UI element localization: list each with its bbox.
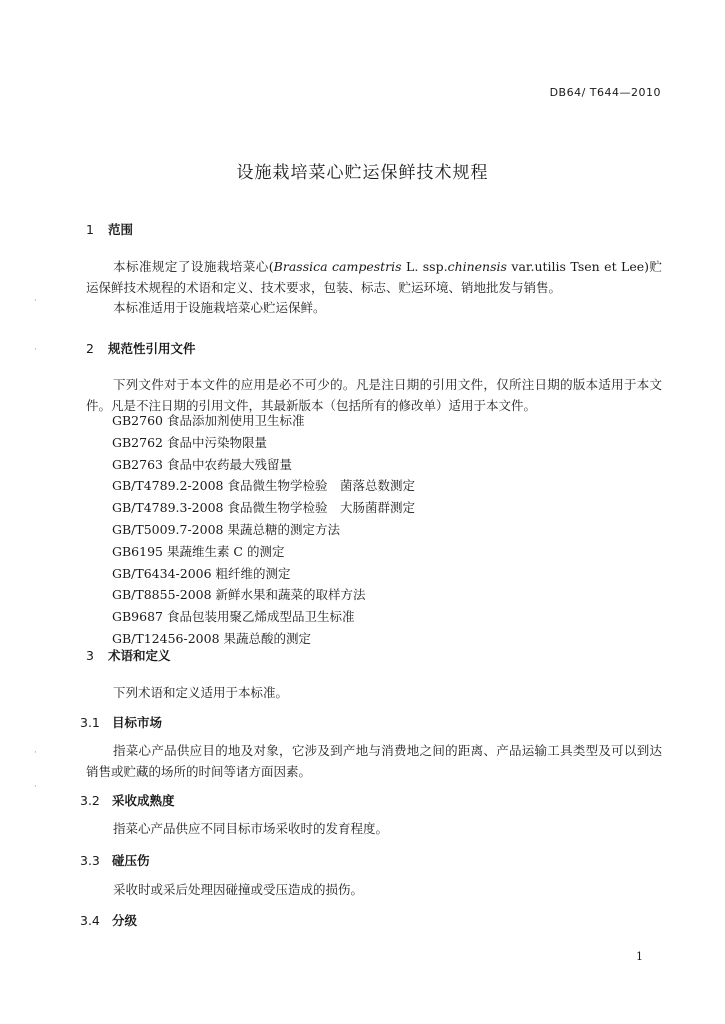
term-3-3-heading xyxy=(80,851,150,869)
list-item: GB9687 食品包装用聚乙烯成型品卫生标准 xyxy=(112,609,355,625)
term-3-2-heading xyxy=(80,791,175,809)
latin-name: Brassica campestris xyxy=(273,259,402,274)
list-item: GB/T8855-2008 新鲜水果和蔬菜的取样方法 xyxy=(112,587,366,603)
section-title: 术语和定义 xyxy=(108,648,171,663)
list-item: GB6195 果蔬维生素 C 的测定 xyxy=(112,543,285,559)
section-number: 1 xyxy=(86,222,94,237)
term-3-3-definition: 采收时或采后处理因碰撞或受压造成的损伤。 xyxy=(113,882,364,897)
section-title: 范围 xyxy=(108,222,134,237)
list-item: GB2760 食品添加剂使用卫生标准 xyxy=(112,413,305,428)
latin-name: chinensis xyxy=(447,259,507,274)
list-item: GB/T5009.7-2008 果蔬总糖的测定方法 xyxy=(112,521,340,537)
list-item: GB2763 食品中农药最大残留量 xyxy=(112,456,292,472)
document-code: DB64/ T644—2010 xyxy=(549,86,661,99)
section-1-heading xyxy=(86,220,133,238)
scan-speck: · xyxy=(34,345,37,355)
term-label: 目标市场 xyxy=(112,715,163,730)
scope-paragraph-2: 本标准适用于设施栽培菜心贮运保鲜。 xyxy=(113,300,326,315)
term-label: 碰压伤 xyxy=(112,853,150,868)
section-2-heading xyxy=(86,339,196,357)
text-run: 本标准规定了设施栽培菜心( xyxy=(113,259,274,274)
section-number: 3 xyxy=(86,648,94,663)
term-3-1-heading xyxy=(80,713,162,731)
scan-speck: · xyxy=(34,296,37,306)
term-label: 采收成熟度 xyxy=(112,793,175,808)
scan-speck: · xyxy=(34,748,37,758)
list-item: GB/T12456-2008 果蔬总酸的测定 xyxy=(112,630,311,646)
term-label: 分级 xyxy=(112,913,138,928)
text-run: var.utilis Tsen et Lee)贮运保鲜技术规程的术语和定义、技术要求，包装、标志、贮运环境、销地批发与销售。 xyxy=(86,259,662,295)
term-3-1-definition: 指菜心产品供应目的地及对象，它涉及到产地与消费地之间的距离、产品运输工具类型及可以到达销售或贮藏的场所的时间等诸方面因素。 xyxy=(86,743,662,779)
list-item: GB/T4789.3-2008 食品微生物学检验 大肠菌群测定 xyxy=(112,500,415,516)
document-title: 设施栽培菜心贮运保鲜技术规程 xyxy=(236,163,489,183)
term-number: 3.1 xyxy=(80,715,100,730)
scope-paragraph-1 xyxy=(86,256,662,298)
list-item: GB/T6434-2006 粗纤维的测定 xyxy=(112,565,291,581)
list-item: GB2762 食品中污染物限量 xyxy=(112,434,267,450)
section-number: 2 xyxy=(86,341,94,356)
normative-intro: 下列文件对于本文件的应用是必不可少的。凡是注日期的引用文件，仅所注日期的版本适用于本文件。凡是不注日期的引用文件，其最新版本（包括所有的修改单）适用于本文件。 xyxy=(86,377,662,413)
reference-list xyxy=(112,410,415,650)
section-3-heading xyxy=(86,646,171,664)
term-number: 3.2 xyxy=(80,793,100,808)
page-number: 1 xyxy=(636,950,643,963)
terms-intro: 下列术语和定义适用于本标准。 xyxy=(113,685,289,700)
text-run: L. ssp. xyxy=(401,259,448,274)
term-number: 3.3 xyxy=(80,853,100,868)
scan-speck: · xyxy=(34,782,37,792)
section-title: 规范性引用文件 xyxy=(108,341,196,356)
term-number: 3.4 xyxy=(80,913,100,928)
term-3-4-heading xyxy=(80,911,137,929)
list-item: GB/T4789.2-2008 食品微生物学检验 菌落总数测定 xyxy=(112,478,415,494)
term-3-2-definition: 指菜心产品供应不同目标市场采收时的发育程度。 xyxy=(113,821,389,836)
